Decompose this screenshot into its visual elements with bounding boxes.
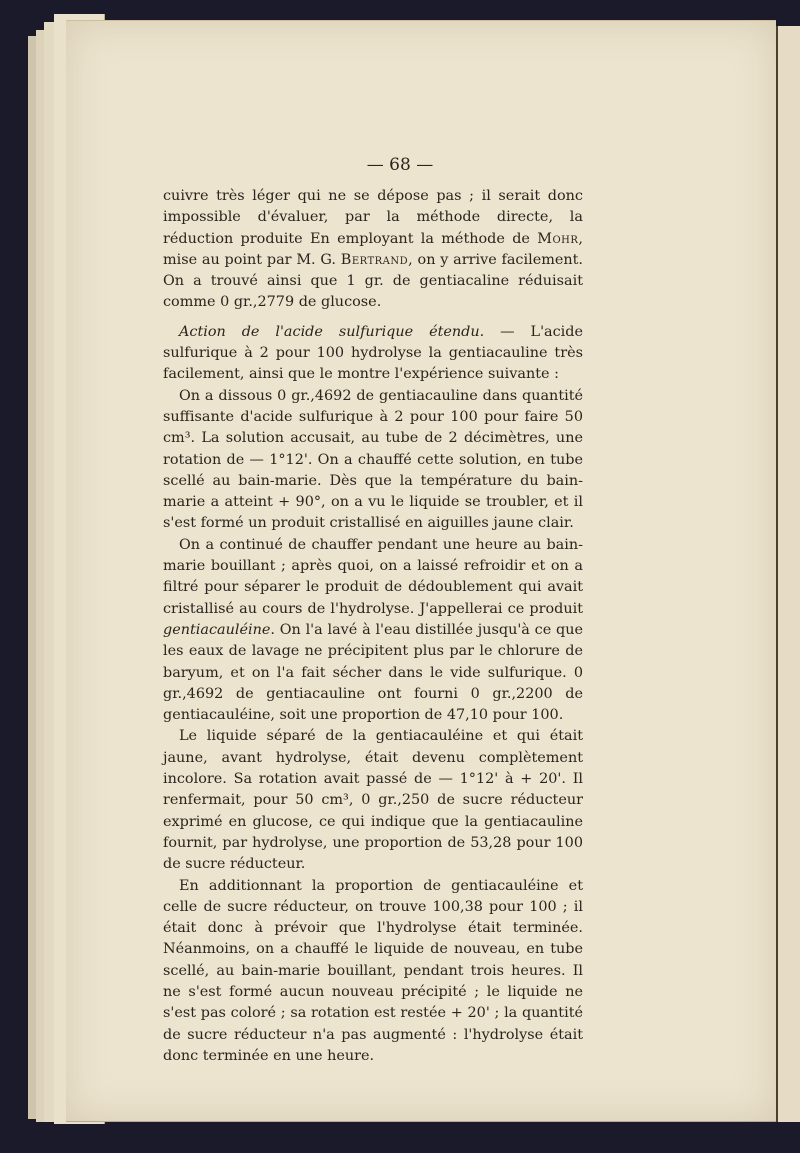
author-name: Mohr bbox=[537, 230, 579, 247]
paragraph-4 bbox=[163, 535, 583, 727]
body-text bbox=[163, 186, 583, 1067]
paragraph-1 bbox=[163, 186, 583, 314]
paragraph-3: On a dissous 0 gr.,4692 de gentiacauline dans quantité suffisante d'acide sulfurique à 2 pour 100 pour faire 50 cm³. La solution accusait, au tube de 2 décimètres, une rotation de — 1°12'. On a chauffé cette solution, en tube scellé au bain-marie. Dès que la température du bain-marie a atteint + 90°, on a vu le liquide se troubler, et il s'est formé un produit cristallisé en aiguilles jaune clair. bbox=[163, 387, 583, 532]
author-name: Bertrand bbox=[340, 251, 409, 268]
text-run: — L'acide sulfurique à 2 pour 100 hydrolyse la gentiacauline très facilement, ainsi que le montre l'expérience suivante : bbox=[163, 323, 583, 383]
text-run: On a continué de chauffer pendant une heure au bain-marie bouillant ; après quoi, on a laissé refroidir et on a filtré pour séparer le produit de dédoublement qui avait cristallisé au cours de l'hydrolyse. J'appellerai ce produit bbox=[163, 536, 583, 617]
text-run: cuivre très léger qui ne se dépose pas ; il serait donc impossible d'évaluer, par la méthode directe, la réduction produite En employant la méthode de bbox=[163, 188, 583, 247]
text-run: , on y arrive facilement. On a trouvé ainsi que 1 gr. de gentiacaline réduisait comme 0 gr.,2779 de glucose. bbox=[163, 251, 583, 311]
paragraph-6: En additionnant la proportion de gentiacauléine et celle de sucre réducteur, on trouve 100,38 pour 100 ; il était donc à prévoir que l'hydrolyse était terminée. Néanmoins, on a chauffé le liquide de nouveau, en tube scellé, au bain-marie bouillant, pendant trois heures. Il ne s'est formé aucun nouveau précipité ; le liquide ne s'est pas coloré ; sa rotation est restée + 20' ; la quantité de sucre réducteur n'a pas augmenté : l'hydrolyse était donc terminée en une heure. bbox=[163, 877, 583, 1064]
text-run: . On l'a lavé à l'eau distillée jusqu'à ce que les eaux de lavage ne précipitent plus par le chlorure de baryum, et on l'a fait sécher dans le vide sulfurique. 0 gr.,4692 de gentiacauline ont fourni 0 gr.,2200 de gentiacauléine, soit une proportion de 47,10 pour 100. bbox=[163, 621, 583, 724]
paragraph-5: Le liquide séparé de la gentiacauléine et qui était jaune, avant hydrolyse, était devenu complètement incolore. Sa rotation avait passé de — 1°12' à + 20'. Il renfermait, pour 50 cm³, 0 gr.,250 de sucre réducteur exprimé en glucose, ce qui indique que la gentiacauline fournit, par hydrolyse, une proportion de 53,28 pour 100 de sucre réducteur. bbox=[163, 728, 583, 873]
section-title: Action de l'acide sulfurique étendu. bbox=[179, 323, 485, 340]
term-emphasis: gentiacauléine bbox=[163, 621, 271, 638]
paragraph-2 bbox=[163, 322, 583, 386]
page-number: — 68 — bbox=[366, 155, 434, 175]
facing-page-edge bbox=[776, 26, 800, 1122]
text-run: , mise au point par M. G. bbox=[163, 230, 583, 268]
